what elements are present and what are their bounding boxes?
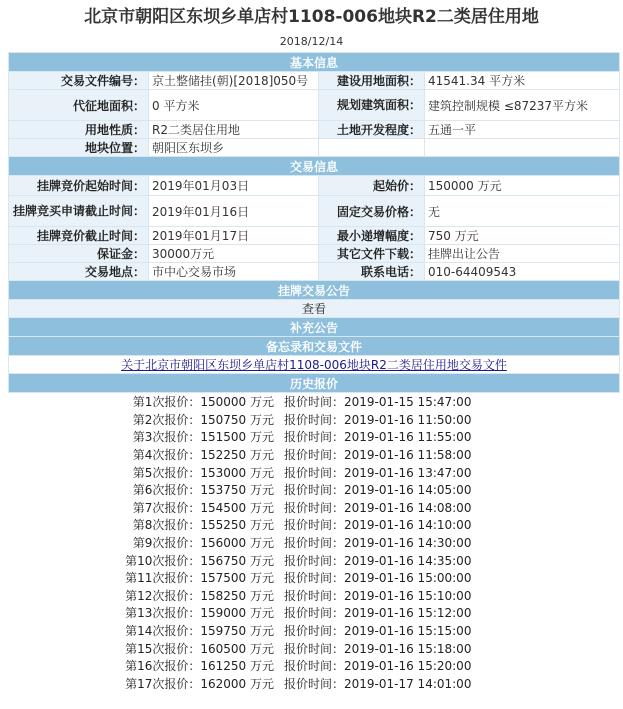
start-time-label: 挂牌竞价起始时间：	[9, 176, 149, 196]
bid-amount: 第10次报价：156750 万元	[8, 551, 278, 569]
bid-time: 报价时间：2019-01-16 14:10:00	[278, 516, 619, 534]
history-row	[8, 622, 619, 640]
other-files-label: 其它文件下载：	[319, 245, 425, 263]
bid-time: 报价时间：2019-01-16 15:12:00	[278, 604, 619, 622]
bid-time: 报价时间：2019-01-15 15:47:00	[278, 393, 619, 411]
phone-value: 010-64409543	[425, 263, 620, 281]
bid-time: 报价时间：2019-01-16 13:47:00	[278, 463, 619, 481]
section-supplement: 补充公告	[9, 318, 620, 337]
bid-time: 报价时间：2019-01-16 15:15:00	[278, 622, 619, 640]
start-time-value: 2019年01月03日	[149, 176, 319, 196]
bid-amount: 第17次报价：162000 万元	[8, 675, 278, 693]
deposit-value: 30000万元	[149, 245, 319, 263]
bid-time: 报价时间：2019-01-16 15:18:00	[278, 639, 619, 657]
section-history: 历史报价	[9, 374, 620, 393]
bid-time: 报价时间：2019-01-16 14:35:00	[278, 551, 619, 569]
history-row	[8, 675, 619, 693]
increment-label: 最小递增幅度：	[319, 227, 425, 245]
start-price-label: 起始价：	[319, 176, 425, 196]
bid-amount: 第4次报价：152250 万元	[8, 446, 278, 464]
bid-amount: 第14次报价：159750 万元	[8, 622, 278, 640]
proxy-area-value: 0 平方米	[149, 90, 319, 121]
bid-amount: 第15次报价：160500 万元	[8, 639, 278, 657]
bid-amount: 第16次报价：161250 万元	[8, 657, 278, 675]
history-row	[8, 428, 619, 446]
end-time-label: 挂牌竞价截止时间：	[9, 227, 149, 245]
deposit-label: 保证金：	[9, 245, 149, 263]
end-time-value: 2019年01月17日	[149, 227, 319, 245]
start-price-value: 150000 万元	[425, 176, 620, 196]
history-row	[8, 569, 619, 587]
place-value: 市中心交易市场	[149, 263, 319, 281]
publish-date: 2018/12/14	[279, 35, 344, 48]
bid-amount: 第1次报价：150000 万元	[8, 393, 278, 411]
bid-time: 报价时间：2019-01-16 14:08:00	[278, 499, 619, 517]
bid-amount: 第11次报价：157500 万元	[8, 569, 278, 587]
bid-time: 报价时间：2019-01-16 15:10:00	[278, 587, 619, 605]
info-table	[8, 52, 620, 393]
history-row	[8, 657, 619, 675]
increment-value: 750 万元	[425, 227, 620, 245]
empty-cell	[319, 139, 425, 157]
dev-value: 五通一平	[425, 121, 620, 139]
bid-time: 报价时间：2019-01-16 15:00:00	[278, 569, 619, 587]
bid-time: 报价时间：2019-01-16 11:55:00	[278, 428, 619, 446]
history-row	[8, 604, 619, 622]
plan-area-value: 建筑控制规模 ≤87237平方米	[425, 90, 620, 121]
history-row	[8, 639, 619, 657]
phone-label: 联系电话：	[319, 263, 425, 281]
history-row	[8, 463, 619, 481]
section-basic: 基本信息	[9, 53, 620, 72]
doc-no-value: 京土整储挂(朝)[2018]050号	[149, 72, 319, 90]
history-table	[8, 393, 619, 692]
bid-amount: 第12次报价：158250 万元	[8, 587, 278, 605]
build-area-label: 建设用地面积：	[319, 72, 425, 90]
history-row	[8, 534, 619, 552]
empty-cell	[425, 139, 620, 157]
memo-file-link[interactable]: 关于北京市朝阳区东坝乡单店村1108-006地块R2二类居住用地交易文件	[9, 356, 620, 374]
bid-time: 报价时间：2019-01-16 11:58:00	[278, 446, 619, 464]
bid-time: 报价时间：2019-01-16 14:05:00	[278, 481, 619, 499]
apply-deadline-value: 2019年01月16日	[149, 196, 319, 227]
bid-time: 报价时间：2019-01-16 11:50:00	[278, 411, 619, 429]
view-link[interactable]: 查看	[9, 300, 620, 318]
history-row	[8, 481, 619, 499]
bid-amount: 第7次报价：154500 万元	[8, 499, 278, 517]
land-use-value: R2二类居住用地	[149, 121, 319, 139]
history-row	[8, 516, 619, 534]
section-memo: 备忘录和交易文件	[9, 337, 620, 356]
location-value: 朝阳区东坝乡	[149, 139, 319, 157]
fixed-price-value: 无	[425, 196, 620, 227]
history-row	[8, 411, 619, 429]
section-listing-notice: 挂牌交易公告	[9, 281, 620, 300]
proxy-area-label: 代征地面积：	[9, 90, 149, 121]
fixed-price-label: 固定交易价格：	[319, 196, 425, 227]
history-row	[8, 499, 619, 517]
plan-area-label: 规划建筑面积：	[319, 90, 425, 121]
bid-amount: 第2次报价：150750 万元	[8, 411, 278, 429]
land-use-label: 用地性质：	[9, 121, 149, 139]
other-files-link[interactable]: 挂牌出让公告	[425, 245, 620, 263]
history-row	[8, 393, 619, 411]
bid-time: 报价时间：2019-01-16 14:30:00	[278, 534, 619, 552]
bid-amount: 第13次报价：159000 万元	[8, 604, 278, 622]
bid-time: 报价时间：2019-01-17 14:01:00	[278, 675, 619, 693]
apply-deadline-label: 挂牌竞买申请截止时间：	[9, 196, 149, 227]
page-title: 北京市朝阳区东坝乡单店村1108-006地块R2二类居住用地	[84, 7, 539, 27]
history-row	[8, 446, 619, 464]
bid-amount: 第6次报价：153750 万元	[8, 481, 278, 499]
bid-time: 报价时间：2019-01-16 15:20:00	[278, 657, 619, 675]
section-trade: 交易信息	[9, 157, 620, 176]
bid-amount: 第9次报价：156000 万元	[8, 534, 278, 552]
history-row	[8, 587, 619, 605]
bid-amount: 第5次报价：153000 万元	[8, 463, 278, 481]
bid-amount: 第3次报价：151500 万元	[8, 428, 278, 446]
history-row	[8, 551, 619, 569]
dev-label: 土地开发程度：	[319, 121, 425, 139]
location-label: 地块位置：	[9, 139, 149, 157]
doc-no-label: 交易文件编号：	[9, 72, 149, 90]
bid-amount: 第8次报价：155250 万元	[8, 516, 278, 534]
build-area-value: 41541.34 平方米	[425, 72, 620, 90]
place-label: 交易地点：	[9, 263, 149, 281]
